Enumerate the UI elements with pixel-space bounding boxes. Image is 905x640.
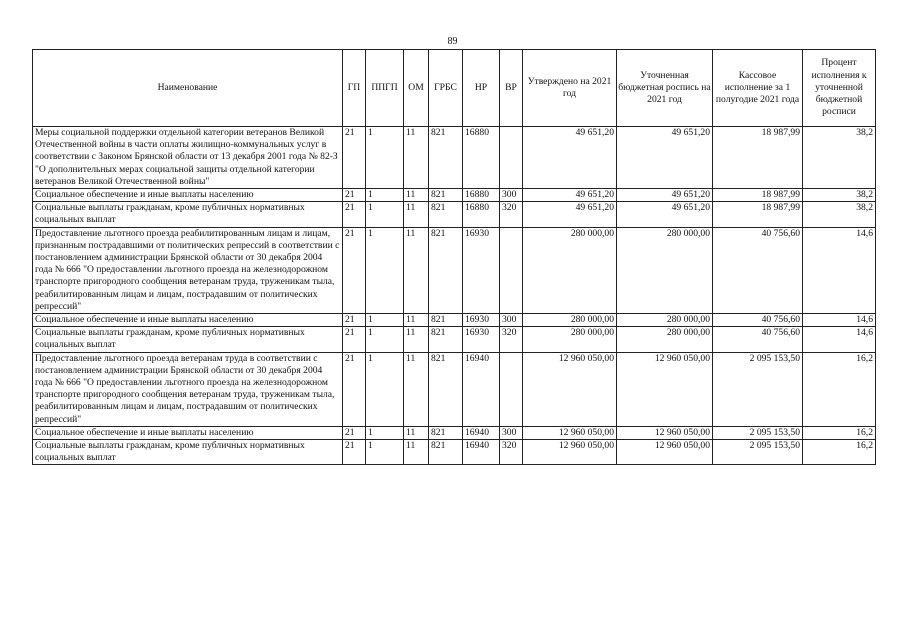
cell-refined: 49 651,20 [617, 189, 713, 202]
cell-gp: 21 [343, 127, 366, 189]
cell-refined: 12 960 050,00 [617, 352, 713, 426]
cell-vr [500, 352, 523, 426]
cell-percent: 16,2 [803, 440, 876, 465]
cell-refined: 49 651,20 [617, 127, 713, 189]
cell-np: 16880 [463, 189, 500, 202]
table-row [33, 202, 876, 227]
cell-om: 11 [404, 227, 429, 313]
cell-refined: 12 960 050,00 [617, 426, 713, 439]
cell-np: 16930 [463, 327, 500, 352]
page-number: 89 [447, 36, 458, 47]
cell-grbs: 821 [429, 189, 463, 202]
cell-approved: 12 960 050,00 [523, 440, 617, 465]
header-vr: ВР [500, 50, 523, 127]
cell-gp: 21 [343, 327, 366, 352]
cell-cash: 18 987,99 [713, 202, 803, 227]
cell-percent: 38,2 [803, 189, 876, 202]
cell-om: 11 [404, 127, 429, 189]
cell-name: Предоставление льготного проезда реабилитированным лицам и лицам, признанным пострадавшими от политических репрессий в соответствии с постановлением администрации Брянской области от 30 декабря 2004 года № 666 "О предоставлении льготного проезда на железнодорожном транспорте пригородного сообщения ветеранам труда, труженикам тыла, реабилитированным лицам и лицам, пострадавшим от политических репрессий" [33, 227, 343, 313]
cell-grbs: 821 [429, 127, 463, 189]
cell-cash: 40 756,60 [713, 314, 803, 327]
cell-name: Социальное обеспечение и иные выплаты населению [33, 426, 343, 439]
table-row [33, 440, 876, 465]
cell-gp: 21 [343, 352, 366, 426]
cell-refined: 49 651,20 [617, 202, 713, 227]
cell-percent: 14,6 [803, 314, 876, 327]
cell-percent: 16,2 [803, 352, 876, 426]
cell-refined: 280 000,00 [617, 227, 713, 313]
cell-np: 16880 [463, 127, 500, 189]
cell-np: 16940 [463, 426, 500, 439]
header-grbs: ГРБС [429, 50, 463, 127]
cell-ppgp: 1 [366, 202, 404, 227]
header-ppgp: ППГП [366, 50, 404, 127]
cell-gp: 21 [343, 426, 366, 439]
cell-ppgp: 1 [366, 314, 404, 327]
cell-grbs: 821 [429, 426, 463, 439]
cell-cash: 40 756,60 [713, 327, 803, 352]
cell-cash: 2 095 153,50 [713, 352, 803, 426]
table-row [33, 127, 876, 189]
cell-percent: 14,6 [803, 227, 876, 313]
cell-gp: 21 [343, 440, 366, 465]
cell-np: 16880 [463, 202, 500, 227]
cell-approved: 280 000,00 [523, 227, 617, 313]
cell-om: 11 [404, 189, 429, 202]
cell-approved: 12 960 050,00 [523, 352, 617, 426]
cell-np: 16930 [463, 227, 500, 313]
cell-grbs: 821 [429, 202, 463, 227]
cell-name: Предоставление льготного проезда ветеранам труда в соответствии с постановлением администрации Брянской области от 30 декабря 2004 года № 666 "О предоставлении льготного проезда на железнодорожном транспорте пригородного сообщения ветеранам труда, труженикам тыла, реабилитированным лицам и лицам, пострадавшим от политических репрессий" [33, 352, 343, 426]
cell-vr [500, 127, 523, 189]
header-gp: ГП [343, 50, 366, 127]
cell-np: 16940 [463, 352, 500, 426]
cell-grbs: 821 [429, 352, 463, 426]
cell-name: Социальные выплаты гражданам, кроме публичных нормативных социальных выплат [33, 440, 343, 465]
cell-percent: 14,6 [803, 327, 876, 352]
cell-cash: 40 756,60 [713, 227, 803, 313]
header-np: НР [463, 50, 500, 127]
cell-ppgp: 1 [366, 189, 404, 202]
cell-ppgp: 1 [366, 352, 404, 426]
cell-cash: 2 095 153,50 [713, 426, 803, 439]
header-om: ОМ [404, 50, 429, 127]
header-approved: Утверждено на 2021 год [523, 50, 617, 127]
cell-cash: 18 987,99 [713, 189, 803, 202]
header-name: Наименование [33, 50, 343, 127]
cell-percent: 16,2 [803, 426, 876, 439]
cell-ppgp: 1 [366, 440, 404, 465]
cell-np: 16930 [463, 314, 500, 327]
cell-cash: 18 987,99 [713, 127, 803, 189]
cell-approved: 49 651,20 [523, 189, 617, 202]
cell-np: 16940 [463, 440, 500, 465]
cell-om: 11 [404, 352, 429, 426]
cell-name: Социальные выплаты гражданам, кроме публичных нормативных социальных выплат [33, 327, 343, 352]
header-percent: Процент исполнения к уточненной бюджетной росписи [803, 50, 876, 127]
cell-om: 11 [404, 440, 429, 465]
table-row [33, 314, 876, 327]
table-row [33, 327, 876, 352]
cell-om: 11 [404, 426, 429, 439]
cell-percent: 38,2 [803, 127, 876, 189]
cell-grbs: 821 [429, 314, 463, 327]
cell-refined: 280 000,00 [617, 314, 713, 327]
cell-approved: 280 000,00 [523, 327, 617, 352]
cell-gp: 21 [343, 227, 366, 313]
cell-approved: 49 651,20 [523, 127, 617, 189]
cell-grbs: 821 [429, 440, 463, 465]
cell-vr: 300 [500, 426, 523, 439]
cell-name: Социальное обеспечение и иные выплаты населению [33, 314, 343, 327]
cell-name: Социальные выплаты гражданам, кроме публичных нормативных социальных выплат [33, 202, 343, 227]
cell-ppgp: 1 [366, 426, 404, 439]
cell-approved: 12 960 050,00 [523, 426, 617, 439]
cell-approved: 280 000,00 [523, 314, 617, 327]
cell-cash: 2 095 153,50 [713, 440, 803, 465]
cell-vr [500, 227, 523, 313]
cell-refined: 12 960 050,00 [617, 440, 713, 465]
cell-ppgp: 1 [366, 227, 404, 313]
table-row [33, 189, 876, 202]
table-row [33, 227, 876, 313]
cell-om: 11 [404, 327, 429, 352]
cell-om: 11 [404, 202, 429, 227]
cell-percent: 38,2 [803, 202, 876, 227]
cell-ppgp: 1 [366, 327, 404, 352]
budget-table [32, 49, 876, 465]
cell-name: Меры социальной поддержки отдельной категории ветеранов Великой Отечественной войны в части оплаты жилищно-коммунальных услуг в соответствии с Законом Брянской области от 13 декабря 2001 года № 82-З "О дополнительных мерах социальной защиты отдельной категории ветеранов Великой Отечественной войны" [33, 127, 343, 189]
cell-name: Социальное обеспечение и иные выплаты населению [33, 189, 343, 202]
table-header-row [33, 50, 876, 127]
cell-grbs: 821 [429, 227, 463, 313]
cell-approved: 49 651,20 [523, 202, 617, 227]
cell-vr: 320 [500, 202, 523, 227]
cell-gp: 21 [343, 189, 366, 202]
cell-ppgp: 1 [366, 127, 404, 189]
cell-vr: 320 [500, 327, 523, 352]
cell-om: 11 [404, 314, 429, 327]
cell-vr: 300 [500, 189, 523, 202]
cell-vr: 320 [500, 440, 523, 465]
header-refined: Уточненная бюджетная роспись на 2021 год [617, 50, 713, 127]
header-cash: Кассовое исполнение за 1 полугодие 2021 года [713, 50, 803, 127]
table-row [33, 426, 876, 439]
cell-refined: 280 000,00 [617, 327, 713, 352]
cell-vr: 300 [500, 314, 523, 327]
table-row [33, 352, 876, 426]
cell-gp: 21 [343, 202, 366, 227]
cell-grbs: 821 [429, 327, 463, 352]
cell-gp: 21 [343, 314, 366, 327]
